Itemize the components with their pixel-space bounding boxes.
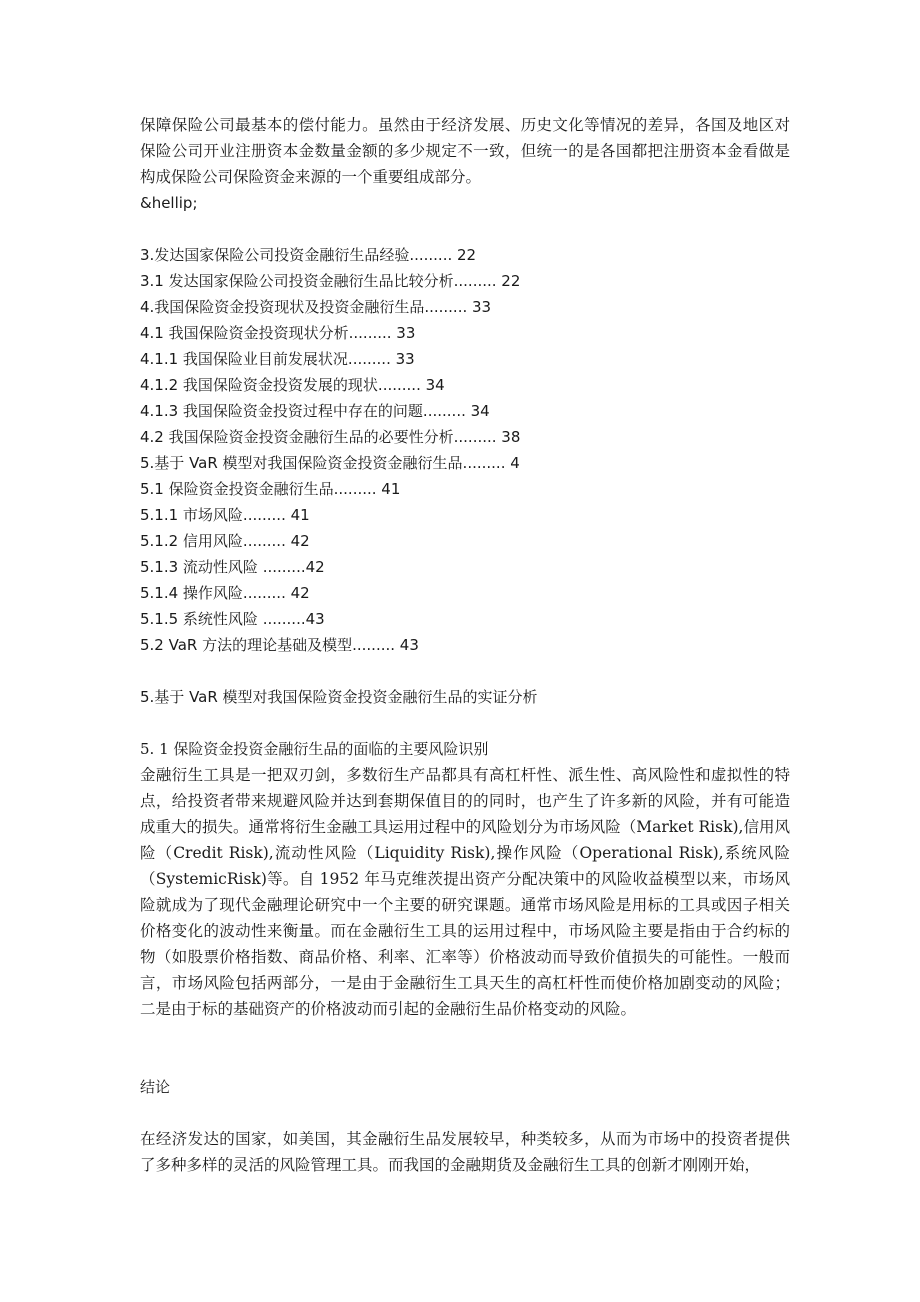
toc-item: 4.2 我国保险资金投资金融衍生品的必要性分析......... 38 <box>140 428 521 446</box>
toc-item: 5.1 保险资金投资金融衍生品......... 41 <box>140 480 401 498</box>
conclusion-heading: 结论 <box>140 1078 171 1096</box>
conclusion-paragraph: 在经济发达的国家，如美国，其金融衍生品发展较早，种类较多，从而为市场中的投资者提供了多种多样的灵活的风险管理工具。而我国的金融期货及金融衍生工具的创新才刚刚开始， <box>140 1130 790 1174</box>
toc-item: 5.1.4 操作风险......... 42 <box>140 584 310 602</box>
section-body-paragraph: 金融衍生工具是一把双刃剑，多数衍生产品都具有高杠杆性、派生性、高风险性和虚拟性的特点，给投资者带来规避风险并达到套期保值目的的同时，也产生了许多新的风险，并有可能造成重大的损失。通常将衍生金融工具运用过程中的风险划分为市场风险（Market Risk),信用风险（Credit Risk),流动性风险（Liquidity Risk),操作风险（Operational Risk),系统风险（SystemicRisk)等。自 1952 年马克维茨提出资产分配决策中的风险收益模型以来，市场风险就成为了现代金融理论研究中一个主要的研究课题。通常市场风险是用标的工具或因子相关价格变化的波动性来衡量。而在金融衍生工具的运用过程中，市场风险主要是指由于合约标的物（如股票价格指数、商品价格、利率、汇率等）价格波动而导致价值损失的可能性。一般而言，市场风险包括两部分，一是由于金融衍生工具天生的高杠杆性而使价格加剧变动的风险；二是由于标的基础资产的价格波动而引起的金融衍生品价格变动的风险。 <box>140 766 790 1018</box>
toc-item: 5.1.3 流动性风险 .........42 <box>140 558 325 576</box>
toc-item: 5.2 VaR 方法的理论基础及模型......... 43 <box>140 636 419 654</box>
toc-item: 4.我国保险资金投资现状及投资金融衍生品......... 33 <box>140 298 492 316</box>
toc-item: 5.基于 VaR 模型对我国保险资金投资金融衍生品......... 4 <box>140 454 520 472</box>
toc-item: 5.1.1 市场风险......... 41 <box>140 506 310 524</box>
toc-item: 4.1.2 我国保险资金投资发展的现状......... 34 <box>140 376 445 394</box>
toc-item: 4.1 我国保险资金投资现状分析......... 33 <box>140 324 416 342</box>
section-heading: 5.基于 VaR 模型对我国保险资金投资金融衍生品的实证分析 <box>140 688 538 706</box>
toc-item: 3.1 发达国家保险公司投资金融衍生品比较分析......... 22 <box>140 272 521 290</box>
toc-item: 4.1.3 我国保险资金投资过程中存在的问题......... 34 <box>140 402 490 420</box>
intro-paragraph: 保障保险公司最基本的偿付能力。虽然由于经济发展、历史文化等情况的差异，各国及地区对保险公司开业注册资本金数量金额的多少规定不一致，但统一的是各国都把注册资本金看做是构成保险公司保险资金来源的一个重要组成部分。 <box>140 116 790 186</box>
section-subheading: 5. 1 保险资金投资金融衍生品的面临的主要风险识别 <box>140 740 489 758</box>
toc-item: 3.发达国家保险公司投资金融衍生品经验......... 22 <box>140 246 477 264</box>
toc-item: 5.1.5 系统性风险 .........43 <box>140 610 325 628</box>
html-entity-ellipsis: &hellip; <box>140 194 198 212</box>
toc-item: 4.1.1 我国保险业目前发展状况......... 33 <box>140 350 415 368</box>
toc-item: 5.1.2 信用风险......... 42 <box>140 532 310 550</box>
